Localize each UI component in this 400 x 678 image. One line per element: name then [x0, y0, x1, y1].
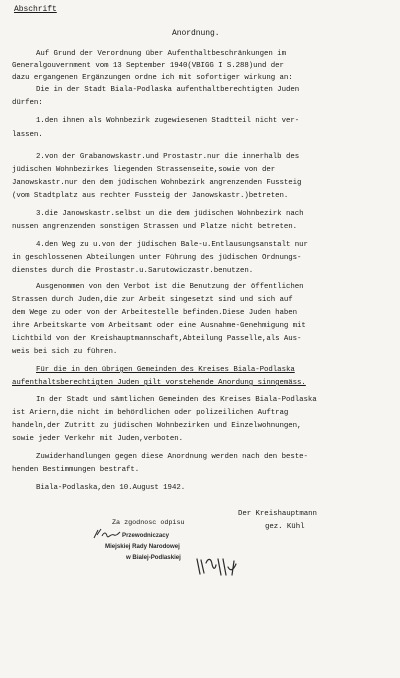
stamp-line-2: Miejskiej Rady Narodowej: [105, 543, 180, 550]
body-line: Zuwiderhandlungen gegen diese Anordnung werden nach den beste-: [36, 453, 308, 461]
handwritten-signature: [194, 555, 242, 577]
body-line: (vom Stadtplatz aus rechter Fussteig der Janowskastr.)betreten.: [12, 192, 289, 200]
body-line: handeln,der Zutritt zu jüdischen Wohnbezirken und Einzelwohnungen,: [12, 422, 302, 430]
stamp-line-3: w Bialej-Podlaskiej: [126, 554, 181, 561]
body-line: 4.den Weg zu u.von der jüdischen Bale-u.Entlausungsanstalt nur: [36, 241, 308, 249]
body-line: jüdischen Wohnbezirkes liegenden Strassenseite,sowie von der: [12, 166, 276, 174]
document-date-line: Biala-Podlaska,den 10.August 1942.: [36, 484, 186, 492]
body-line: ihre Arbeitskarte vom Arbeitsamt oder eine Ausnahme-Genehmigung mit: [12, 322, 306, 330]
body-line: Generalgouvernment vom 13 September 1940(VBIGG I S.288)und der: [12, 62, 284, 70]
body-line: dazu ergangenen Ergänzungen ordne ich mit sofortiger wirkung an:: [12, 74, 293, 82]
body-line: lassen.: [12, 131, 43, 139]
certification-conformity: Za zgodnosc odpisu: [112, 519, 185, 527]
body-line: Ausgenommen von den Verbot ist die Benutzung der öffentlichen: [36, 283, 304, 291]
body-line: 3.die Janowskastr.selbst un die dem jüdischen Wohnbezirk nach: [36, 210, 304, 218]
body-line: Auf Grund der Verordnung über Aufenthaltbeschränkungen im: [36, 50, 286, 58]
body-line-underlined: Für die in den übrigen Gemeinden des Kreises Biala-Podlaska: [36, 366, 295, 374]
body-line: 2.von der Grabanowskastr.und Prostastr.nur die innerhalb des: [36, 153, 300, 161]
body-line: dem Wege zu oder von der Arbeitestelle befinden.Diese Juden haben: [12, 309, 298, 317]
body-line: sowie jeder Verkehr mit Juden,verboten.: [12, 435, 184, 443]
body-line: Janowskastr.nur den dem jüdischen Wohnbezirk angrenzenden Fussteig: [12, 179, 302, 187]
body-line: dienstes durch die Prostastr.u.Sarutowiczastr.benutzen.: [12, 267, 254, 275]
body-line: weis bei sich zu führen.: [12, 348, 118, 356]
document-header-label: Abschrift: [14, 5, 57, 14]
body-line: henden Bestimmungen bestraft.: [12, 466, 140, 474]
body-line: Die in der Stadt Biala-Podlaska aufenthaltberechtigten Juden: [36, 86, 300, 94]
body-line: In der Stadt und sämtlichen Gemeinden des Kreises Biala-Podlaska: [36, 396, 317, 404]
body-line: Lichtbild von der Kreishauptmannschaft,Abteilung Passelle,als Aus-: [12, 335, 302, 343]
signature-office: Der Kreishauptmann: [238, 510, 317, 518]
signature-name: gez. Kühl: [265, 523, 305, 531]
stamp-line-1: Przewodniczacy: [122, 532, 170, 539]
body-line: nussen angrenzenden sonstigen Strassen und Platze nicht betreten.: [12, 223, 298, 231]
handwritten-initial-signature: [92, 527, 122, 541]
body-line: dürfen:: [12, 99, 43, 107]
official-stamp: [100, 530, 280, 574]
body-line: Strassen durch Juden,die zur Arbeit singesetzt sind und sich auf: [12, 296, 293, 304]
body-line: 1.den ihnen als Wohnbezirk zugewiesenen Stadtteil nicht ver-: [36, 117, 300, 125]
document-title: Anordnung.: [172, 29, 220, 38]
body-line: in geschlossenen Abteilungen unter Führung des jüdischen Ordnungs-: [12, 254, 302, 262]
body-line: ist Ariern,die nicht im behördlichen oder polizeilichen Auftrag: [12, 409, 289, 417]
body-line-underlined: aufenthaltsberechtigten Juden gilt vorstehende Anordung sinngemäss.: [12, 379, 306, 387]
